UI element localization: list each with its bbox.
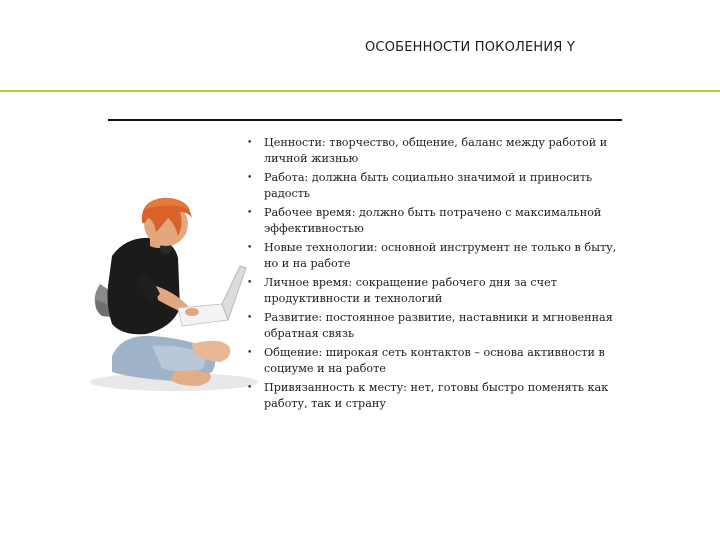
bullet-marker: • <box>247 348 253 358</box>
person-with-laptop-icon <box>82 196 260 396</box>
bullet-marker: • <box>247 173 253 183</box>
bullet-text: Новые технологии: основной инструмент не только в быту, но и на работе <box>264 241 617 270</box>
bullet-marker: • <box>247 138 253 148</box>
bullet-item-personal-time <box>247 275 627 307</box>
bullet-marker: • <box>247 278 253 288</box>
bullet-text: Привязанность к месту: нет, готовы быстро поменять как работу, так и страну <box>264 381 609 410</box>
bullet-marker: • <box>247 208 253 218</box>
bullet-text: Развитие: постоянное развитие, наставники и мгновенная обратная связь <box>264 311 613 340</box>
bullet-item-technology <box>247 240 627 272</box>
title-divider-green <box>0 90 720 92</box>
slide-title: ОСОБЕННОСТИ ПОКОЛЕНИЯ Y <box>365 40 575 55</box>
bullet-item-development <box>247 310 627 342</box>
bullet-item-work <box>247 170 627 202</box>
bullet-list <box>247 135 627 415</box>
bullet-text: Работа: должна быть социально значимой и приносить радость <box>264 171 593 200</box>
bullet-item-values <box>247 135 627 167</box>
bullet-text: Ценности: творчество, общение, баланс между работой и личной жизнью <box>264 136 608 165</box>
bullet-item-communication <box>247 345 627 377</box>
bullet-marker: • <box>247 243 253 253</box>
bullet-text: Рабочее время: должно быть потрачено с максимальной эффективностью <box>264 206 602 235</box>
bullet-marker: • <box>247 313 253 323</box>
bullet-text: Общение: широкая сеть контактов – основа активности в социуме и на работе <box>264 346 605 375</box>
bullet-marker: • <box>247 383 253 393</box>
bullet-item-attachment <box>247 380 627 412</box>
bullet-item-work-time <box>247 205 627 237</box>
content-divider-black <box>108 119 622 121</box>
bullet-text: Личное время: сокращение рабочего дня за счет продуктивности и технологий <box>264 276 557 305</box>
